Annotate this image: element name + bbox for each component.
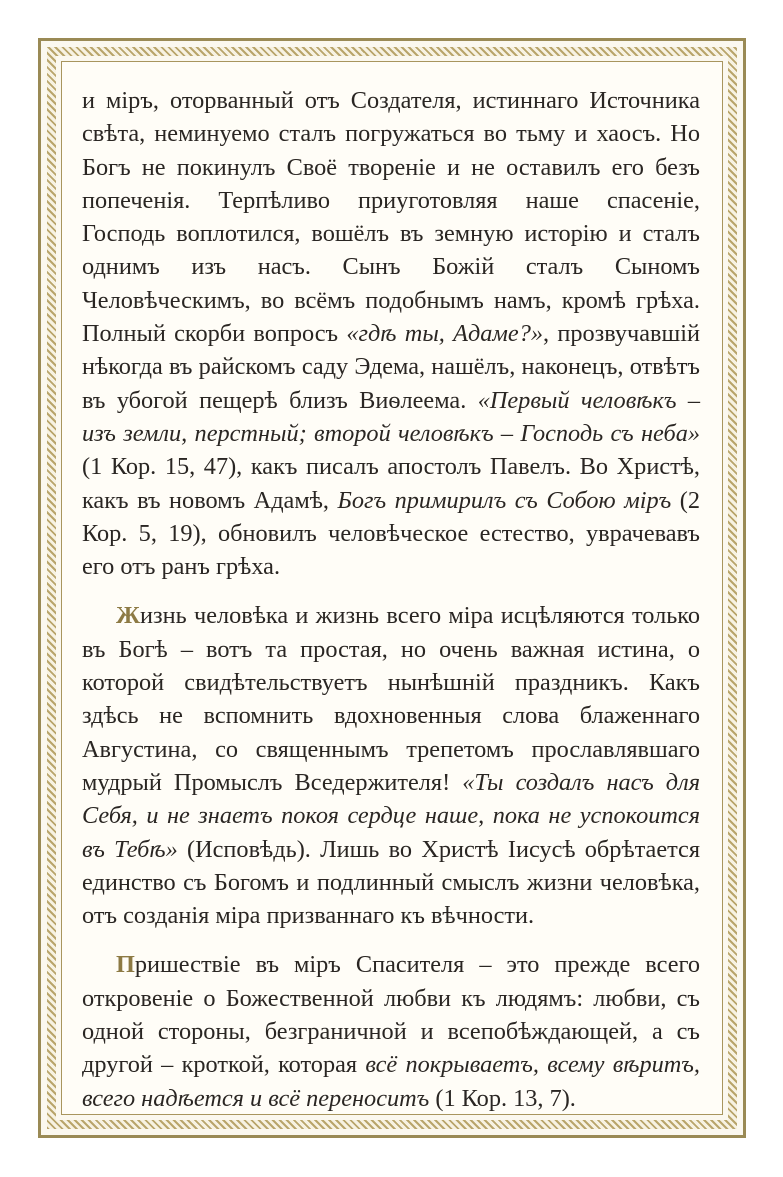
quotation-text: «Первый человѣкъ – изъ земли, перстный; второй человѣкъ – Господь съ неба» bbox=[82, 386, 700, 447]
paragraph bbox=[82, 599, 700, 932]
text-run: , прозвучавшій нѣкогда въ райскомъ саду Эдема, нашёлъ, наконецъ, отвѣтъ въ убогой пещерѣ близъ Виѳлеема. bbox=[82, 320, 700, 414]
paragraph-initial-letter: П bbox=[116, 951, 135, 979]
paragraph bbox=[82, 84, 700, 583]
text-run: и міръ, оторванный отъ Создателя, истиннаго Источника свѣта, неминуемо сталъ погружаться во тьму и хаосъ. Но Богъ не покинулъ Своё твореніе и не оставилъ его безъ попеченія. Терпѣливо приуготовляя наше спасеніе, Господь воплотился, вошёлъ въ земную исторію и сталъ однимъ изъ насъ. Сынъ Божій сталъ Сыномъ Человѣческимъ, во всёмъ подобнымъ намъ, кромѣ грѣха. Полный скорби вопросъ bbox=[82, 87, 700, 348]
text-run: ришествіе въ міръ Спасителя – это прежде всего откровеніе о Божественной любви къ людямъ: любви, съ одной стороны, безграничной и всепобѣждающей, а съ другой – кроткой, которая bbox=[82, 951, 700, 1079]
text-run: (Исповѣдь). Лишь во Христѣ Іисусѣ обрѣтается единство съ Богомъ и подлинный смыслъ жизни человѣка, отъ созданія міра призваннаго къ вѣчности. bbox=[82, 835, 700, 930]
quotation-text: «гдѣ ты, Адаме?» bbox=[346, 320, 544, 348]
paragraph-initial-letter: Ж bbox=[116, 602, 141, 630]
quotation-text: «Ты создалъ насъ для Себя, и не знаетъ покоя сердце наше, пока не успокоится въ Тебѣ» bbox=[82, 768, 700, 863]
text-run: изнь человѣка и жизнь всего міра исцѣляются только въ Богѣ – вотъ та простая, но очень важная истина, о которой свидѣтельствуетъ нынѣшній праздникъ. Какъ здѣсь не вспомнить вдохновенныя слова блаженнаго Августина, со священнымъ трепетомъ прославлявшаго мудрый Промыслъ Вседержителя! bbox=[82, 602, 700, 796]
quotation-text: Богъ примирилъ съ Собою міръ bbox=[337, 486, 672, 514]
text-run: (2 Кор. 5, 19), обновилъ человѣческое естество, уврачевавъ его отъ ранъ грѣха. bbox=[82, 486, 700, 581]
body-text bbox=[82, 84, 700, 1131]
quotation-text: всё покрываетъ, всему вѣритъ, всего надѣется и всё переноситъ bbox=[82, 1051, 700, 1112]
text-run: (1 Кор. 13, 7). bbox=[429, 1084, 576, 1112]
paragraph bbox=[82, 948, 700, 1114]
text-run: (1 Кор. 15, 47), какъ писалъ апостолъ Павелъ. Во Христѣ, какъ въ новомъ Адамѣ, bbox=[82, 453, 700, 514]
